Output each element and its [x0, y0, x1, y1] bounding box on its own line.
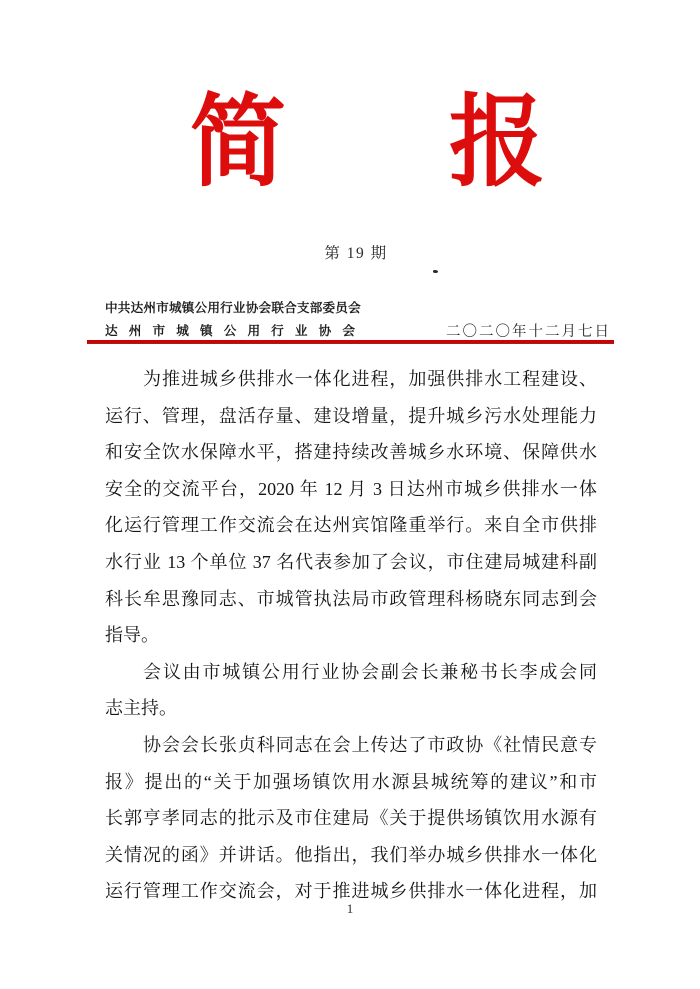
body-line: 协会会长张贞科同志在会上传达了市政协《社情民意专	[143, 734, 597, 755]
issue-number: 第 19 期	[324, 245, 388, 262]
masthead-org-block	[105, 297, 361, 343]
body-line: 科长牟思豫同志、市城管执法局市政管理科杨晓东同志到会	[105, 588, 597, 609]
title-char: 简	[190, 86, 286, 199]
bulletin-title	[190, 86, 545, 199]
body-line: 化运行管理工作交流会在达州宾馆隆重举行。来自全市供排	[105, 515, 597, 536]
org-name-association: 达州市城镇公用行业协会	[105, 324, 355, 338]
title-char: 报	[449, 86, 545, 199]
body-line: 和安全饮水保障水平，搭建持续改善城乡水环境、保障供水	[105, 442, 597, 463]
masthead-red-rule	[87, 340, 614, 344]
body-line: 安全的交流平台，2020 年 12 月 3 日达州市城乡供排水一体	[105, 478, 597, 499]
body-line: 长郭亨孝同志的批示及市住建局《关于提供场镇饮用水源有	[105, 808, 597, 829]
body-line: 运行、管理，盘活存量、建设增量，提升城乡污水处理能力	[105, 405, 597, 426]
body-text	[105, 361, 597, 910]
body-line: 志主持。	[105, 698, 177, 719]
body-line: 关情况的函》并讲话。他指出，我们举办城乡供排水一体化	[105, 844, 597, 865]
body-line: 为推进城乡供排水一体化进程，加强供排水工程建设、	[143, 369, 597, 389]
body-line: 会议由市城镇公用行业协会副会长兼秘书长李成会同	[143, 661, 597, 682]
body-line: 指导。	[105, 625, 159, 646]
body-line: 报》提出的“关于加强场镇饮用水源县城统筹的建议”和市	[105, 771, 597, 792]
org-name-party-branch: 中共达州市城镇公用行业协会联合支部委员会	[105, 301, 361, 315]
page-number: 1	[346, 901, 354, 916]
body-line: 运行管理工作交流会，对于推进城乡供排水一体化进程，加	[105, 881, 597, 902]
body-line: 水行业 13 个单位 37 名代表参加了会议，市住建局城建科副	[105, 551, 597, 572]
issue-date: 二〇二〇年十二月七日	[446, 324, 611, 340]
ink-speck	[433, 270, 438, 273]
